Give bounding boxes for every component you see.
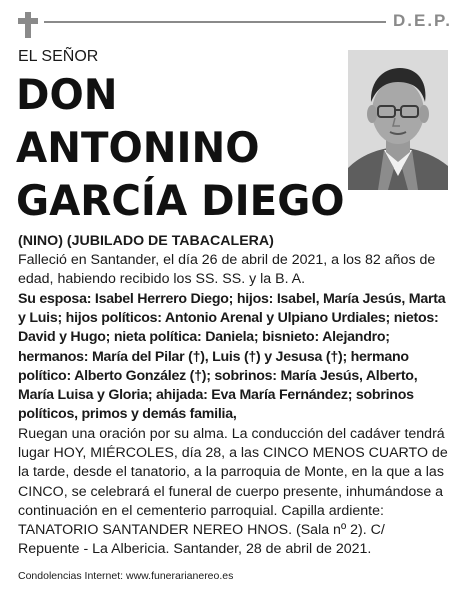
- family-list: Su esposa: Isabel Herrero Diego; hijos: Isabel, María Jesús, Marta y Luis; hijos políticos: Antonio Arenal y Ulpiano Urdiales; nietos: David y Hugo; nieta política: Daniela; bisnieto: Alejandro; hermanos: María del Pilar (†), Luis (†) y Jesusa (†); hermano político: Alberto González (†); sobrinos: María Jesús, Alberto, María Luisa y Gloria; ahijada: Eva María Fernández; sobrinos políticos, primos y demás familia,: [18, 291, 446, 423]
- honorific: EL SEÑOR: [18, 48, 99, 65]
- condolences-footer: Condolencias Internet: www.funerarianereo.es: [18, 570, 234, 582]
- nickname: (NINO) (JUBILADO DE TABACALERA): [18, 233, 274, 249]
- death-notice: Falleció en Santander, el día 26 de abril de 2021, a los 82 años de edad, habiendo recibido los SS. SS. y la B. A.: [18, 252, 436, 288]
- deceased-name: [16, 68, 345, 227]
- cross-icon: [18, 12, 38, 38]
- dep-label: D.E.P.: [393, 11, 452, 30]
- portrait-photo: [348, 50, 448, 190]
- name-line-3: GARCÍA DIEGO: [16, 176, 345, 225]
- funeral-details: Ruegan una oración por su alma. La conducción del cadáver tendrá lugar HOY, MIÉRCOLES, día 28, a las CINCO MENOS CUARTO de la tarde, desde el tanatorio, a la parroquia de Monte, en la que a las CINCO, se celebrará el funeral de cuerpo presente, inhumándose a continuación en el cementerio parroquial. Capilla ardiente: TANATORIO SANTANDER NEREO HNOS. (Sala nº 2). C/ Repuente - La Albericia. Santander, 28 de abril de 2021.: [18, 426, 448, 558]
- name-line-1: DON: [16, 70, 118, 119]
- header-rule: [44, 21, 386, 23]
- name-line-2: ANTONINO: [16, 123, 260, 172]
- portrait-illustration: [348, 50, 448, 190]
